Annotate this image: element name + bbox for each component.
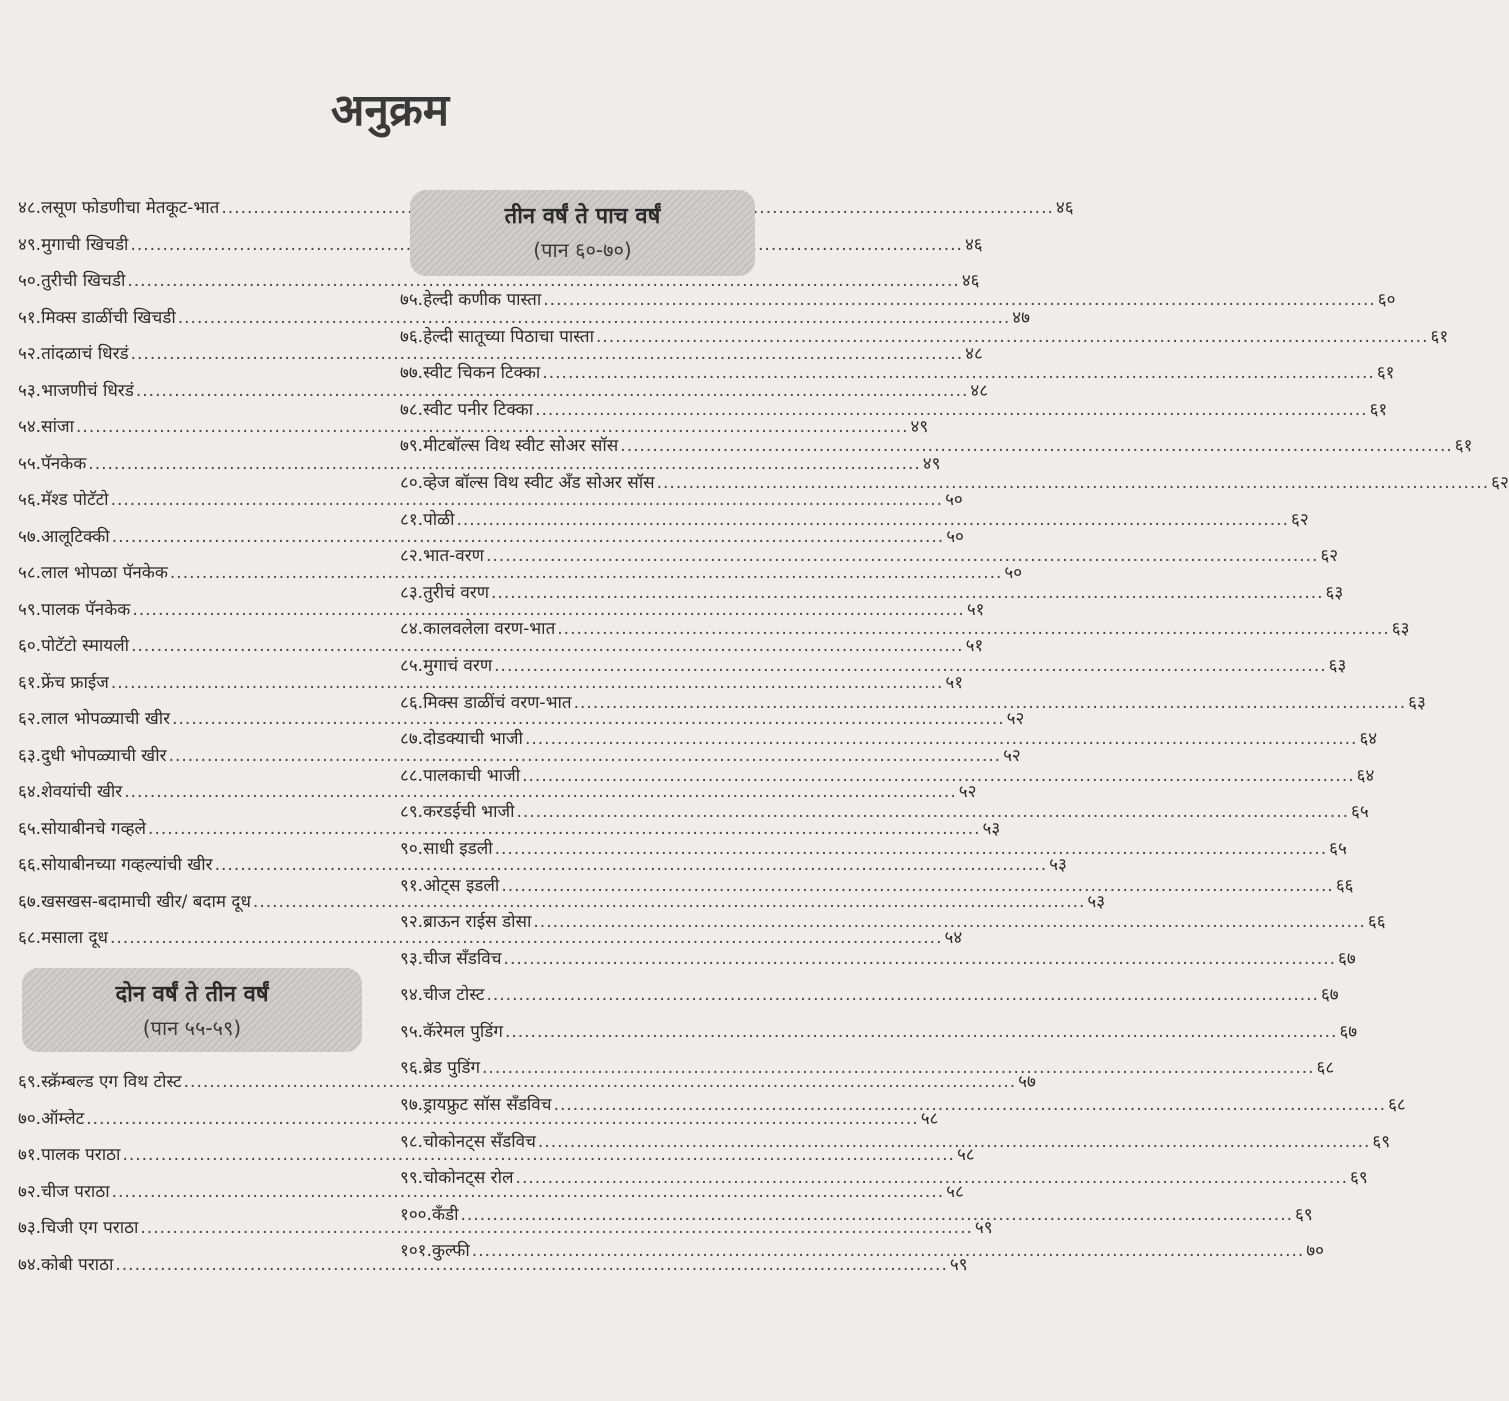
entry-title: सोयाबीनच्या गव्हल्यांची खीर [41, 855, 213, 875]
entry-title: पॅनकेक [41, 453, 87, 474]
dot-leader [494, 648, 1327, 685]
dot-leader [491, 575, 1324, 612]
entry-title: पालक पराठा [41, 1145, 121, 1165]
entry-page-number: ६२ [1491, 472, 1509, 493]
dot-leader [554, 1087, 1387, 1124]
entry-number: ९१. [400, 875, 424, 896]
entry-title: मॅश्ड पोटॅटो [41, 490, 109, 510]
entry-page-number: ५१ [945, 672, 964, 693]
dot-leader [525, 721, 1358, 758]
entry-page-number: ६७ [1320, 985, 1339, 1006]
entry-title: सांजा [41, 417, 75, 437]
entry-number: ५२. [18, 344, 42, 364]
entry-number: ६९. [18, 1072, 42, 1092]
entry-number: ६५. [18, 818, 42, 839]
entry-title: ओट्स इडली [423, 875, 500, 896]
entry-number: १००. [400, 1204, 432, 1225]
entry-page-number: ४६ [961, 271, 980, 291]
entry-title: सोयाबीनचे गव्हले [41, 818, 147, 839]
entry-number: ६१. [18, 672, 42, 693]
entry-page-number: ६५ [1351, 802, 1369, 823]
entry-number: ५१. [18, 307, 42, 328]
dot-leader [620, 428, 1453, 465]
dot-leader [517, 794, 1350, 831]
entry-page-number: ५४ [944, 928, 963, 948]
section-page-range: (पान ५५-५९) [142, 1016, 242, 1040]
entry-number: १०१. [400, 1241, 432, 1262]
entry-number: ७२. [18, 1181, 42, 1202]
entry-number: ९९. [400, 1168, 424, 1189]
entry-title: मिक्स डाळींचं वरण-भात [423, 692, 572, 713]
entry-page-number: ५९ [974, 1218, 993, 1238]
entry-number: ६४. [18, 782, 42, 802]
entry-page-number: ५९ [949, 1254, 968, 1275]
dot-leader [533, 904, 1366, 941]
entry-page-number: ५१ [966, 599, 985, 620]
entry-number: ७८. [400, 399, 424, 420]
entry-title: स्वीट चिकन टिक्का [423, 363, 541, 384]
entry-title: ड्रायफ्रुट सॉस सँडविच [423, 1095, 552, 1116]
entry-number: ८४. [400, 619, 424, 640]
entry-page-number: ६४ [1356, 765, 1375, 786]
entry-title: चोकोनट्स सँडविच [423, 1131, 536, 1152]
entry-number: ५७. [18, 526, 42, 547]
entry-title: खसखस-बदामाची खीर/ बदाम दूध [41, 891, 251, 912]
entry-number: ७१. [18, 1145, 42, 1165]
entry-number: ४८. [18, 198, 42, 218]
entry-title: करडईची भाजी [423, 802, 515, 823]
entry-number: ६६. [18, 855, 42, 875]
entry-number: ९२. [400, 912, 424, 933]
section-header-two-to-three-years [22, 968, 362, 1052]
dot-leader [557, 611, 1390, 648]
entry-page-number: ४८ [970, 380, 989, 401]
entry-page-number: ६४ [1359, 729, 1378, 750]
dot-leader [486, 977, 1319, 1014]
entry-page-number: ६१ [1369, 399, 1388, 420]
dot-leader [495, 831, 1328, 868]
dot-leader [501, 868, 1334, 905]
entry-title: कुल्फी [431, 1241, 470, 1262]
dot-leader [456, 502, 1289, 539]
entry-page-number: ६३ [1328, 655, 1347, 676]
entry-number: ५३. [18, 380, 42, 401]
entry-page-number: ४६ [964, 234, 983, 255]
entry-page-number: ६८ [1388, 1095, 1406, 1116]
entry-page-number: ६९ [1295, 1204, 1313, 1225]
entry-number: ५०. [18, 271, 42, 291]
entry-title: मसाला दूध [41, 928, 108, 948]
entry-number: ७३. [18, 1218, 42, 1238]
entry-page-number: ६३ [1391, 619, 1410, 640]
dot-leader [472, 1233, 1305, 1270]
entry-page-number: ५३ [982, 818, 1001, 839]
dot-leader [482, 1050, 1315, 1087]
entry-page-number: ५० [945, 490, 963, 510]
entry-title: ऑम्लेट [41, 1108, 85, 1129]
entry-number: ५४. [18, 417, 42, 437]
entry-title: भात-वरण [423, 546, 484, 567]
dot-leader [596, 319, 1429, 356]
entry-page-number: ५८ [946, 1181, 964, 1202]
entry-number: ७९. [400, 436, 424, 457]
entry-page-number: ६६ [1367, 912, 1386, 933]
entry-title: चीज पराठा [41, 1181, 110, 1202]
entry-page-number: ५७ [1018, 1072, 1036, 1092]
entry-page-number: ६७ [1339, 1021, 1358, 1042]
entry-number: ६०. [18, 636, 42, 656]
entry-title: पालक पॅनकेक [41, 599, 131, 620]
entry-page-number: ५२ [958, 782, 977, 802]
entry-page-number: ५८ [956, 1145, 975, 1165]
entry-number: ७०. [18, 1108, 42, 1129]
toc-entry [400, 1014, 1358, 1051]
entry-number: ९३. [400, 948, 424, 969]
entry-number: ८९. [400, 802, 424, 823]
entry-page-number: ५२ [1003, 745, 1021, 766]
entry-title: मुगाची खिचडी [41, 234, 129, 255]
entry-page-number: ५१ [965, 636, 984, 656]
entry-number: ८५. [400, 655, 424, 676]
entry-page-number: ६५ [1329, 838, 1347, 859]
section-page-range: (पान ६०-७०) [533, 238, 632, 262]
dot-leader [574, 685, 1407, 722]
entry-number: ८३. [400, 582, 424, 603]
entry-title: ब्राऊन राईस डोसा [423, 912, 532, 933]
entry-page-number: ६६ [1335, 875, 1354, 896]
toc-entry [400, 977, 1339, 1014]
entry-title: कोबी पराठा [41, 1254, 114, 1275]
entry-page-number: ६८ [1316, 1058, 1335, 1079]
dot-leader [504, 941, 1337, 978]
entry-title: साधी इडली [423, 838, 493, 859]
entry-number: ५९. [18, 599, 42, 620]
entry-number: ६८. [18, 928, 42, 948]
entry-page-number: ६१ [1454, 436, 1473, 457]
entry-title: तुरीची खिचडी [41, 271, 126, 291]
entry-page-number: ७० [1306, 1241, 1324, 1262]
entry-title: आलूटिक्की [41, 526, 110, 547]
entry-title: तांदळाचं धिरडं [41, 344, 129, 364]
entry-page-number: ६० [1377, 290, 1396, 310]
entry-number: ५८. [18, 563, 42, 583]
entry-title: दोडक्याची भाजी [423, 729, 523, 750]
entry-number: ८१. [400, 509, 424, 530]
entry-number: ७७. [400, 363, 424, 384]
entry-number: ९४. [400, 985, 424, 1006]
entry-page-number: ४७ [1012, 307, 1030, 328]
entry-page-number: ६१ [1430, 326, 1449, 347]
toc-entry [400, 941, 1356, 978]
entry-number: ५६. [18, 490, 42, 510]
entry-number: ७५. [400, 290, 424, 310]
entry-page-number: ६३ [1325, 582, 1344, 603]
entry-page-number: ६३ [1408, 692, 1426, 713]
dot-leader [486, 538, 1319, 575]
entry-number: ८७. [400, 729, 424, 750]
entry-title: चिजी एग पराठा [41, 1218, 139, 1238]
page-title: अनुक्रम [330, 85, 450, 136]
entry-number: ९०. [400, 838, 424, 859]
entry-page-number: ४६ [1055, 198, 1074, 218]
entry-number: ८२. [400, 546, 424, 567]
entry-number: ६२. [18, 709, 42, 729]
dot-leader [538, 1124, 1371, 1161]
entry-number: ९६. [400, 1058, 424, 1079]
dot-leader [505, 1014, 1338, 1051]
entry-title: मुगाचं वरण [423, 655, 493, 676]
dot-leader [461, 1197, 1294, 1234]
entry-title: मीटबॉल्स विथ स्वीट सोअर सॉस [423, 436, 619, 457]
entry-title: स्क्रॅम्बल्ड एग विथ टोस्ट [41, 1072, 182, 1092]
entry-title: हेल्दी कणीक पास्ता [423, 290, 542, 310]
entry-title: चीज सँडविच [423, 948, 502, 969]
entry-title: फ्रेंच फ्राईज [41, 672, 109, 693]
entry-number: ५५. [18, 453, 42, 474]
entry-page-number: ५२ [1006, 709, 1025, 729]
entry-number: ४९. [18, 234, 42, 255]
entry-number: ७६. [400, 326, 424, 347]
entry-number: ७४. [18, 1254, 42, 1275]
entry-title: लाल भोपळा पॅनकेक [41, 563, 168, 583]
dot-leader [522, 758, 1355, 795]
entry-title: मिक्स डाळींची खिचडी [41, 307, 176, 328]
entry-title: लाल भोपळ्याची खीर [41, 709, 171, 729]
entry-number: ६७. [18, 891, 42, 912]
dot-leader [516, 1160, 1349, 1197]
entry-title: स्वीट पनीर टिक्का [423, 399, 534, 420]
entry-page-number: ४९ [922, 453, 941, 474]
entry-page-number: ४९ [910, 417, 929, 437]
entry-page-number: ६२ [1290, 509, 1309, 530]
entry-number: ८०. [400, 472, 424, 493]
entry-title: कालवलेला वरण-भात [423, 619, 556, 640]
entry-number: ९७. [400, 1095, 424, 1116]
entry-page-number: ५८ [920, 1108, 939, 1129]
entry-title: हेल्दी सातूच्या पिठाचा पास्ता [423, 326, 594, 347]
entry-number: ९५. [400, 1021, 424, 1042]
dot-leader [543, 282, 1376, 319]
entry-title: कॅरेमल पुडिंग [423, 1021, 503, 1042]
entry-title: पोळी [423, 509, 455, 530]
entry-page-number: ६७ [1338, 948, 1356, 969]
entry-title: कँडी [431, 1204, 459, 1225]
entry-title: पोटॅटो स्मायली [41, 636, 130, 656]
section-title: दोन वर्षं ते तीन वर्षं [115, 982, 269, 1007]
entry-number: ६३. [18, 745, 42, 766]
entry-page-number: ५० [1004, 563, 1023, 583]
section-header-three-to-five-years [410, 190, 755, 276]
entry-title: तुरीचं वरण [423, 582, 490, 603]
entry-title: लसूण फोडणीचा मेतकूट-भात [41, 198, 220, 218]
entry-page-number: ५० [946, 526, 964, 547]
entry-title: व्हेज बॉल्स विथ स्वीट अँड सोअर सॉस [423, 472, 655, 493]
section-title: तीन वर्षं ते पाच वर्षं [504, 204, 661, 229]
entry-page-number: ६९ [1372, 1131, 1391, 1152]
entry-title: चीज टोस्ट [423, 985, 485, 1006]
entry-title: भाजणीचं धिरडं [41, 380, 134, 401]
dot-leader [657, 465, 1490, 502]
entry-page-number: ६२ [1320, 546, 1339, 567]
entry-title: ब्रेड पुडिंग [423, 1058, 481, 1079]
entry-number: ९८. [400, 1131, 424, 1152]
entry-title: दुधी भोपळ्याची खीर [41, 745, 167, 766]
entry-number: ८८. [400, 765, 424, 786]
entry-page-number: ४८ [965, 344, 983, 364]
entry-page-number: ५३ [1049, 855, 1067, 875]
entry-title: पालकाची भाजी [423, 765, 521, 786]
entry-page-number: ५३ [1087, 891, 1106, 912]
dot-leader [535, 392, 1368, 429]
entry-page-number: ६९ [1350, 1168, 1368, 1189]
entry-title: चोकोनट्स रोल [423, 1168, 514, 1189]
entry-title: शेवयांची खीर [41, 782, 123, 802]
entry-number: ८६. [400, 692, 424, 713]
entry-page-number: ६१ [1376, 363, 1395, 384]
dot-leader [542, 355, 1375, 392]
